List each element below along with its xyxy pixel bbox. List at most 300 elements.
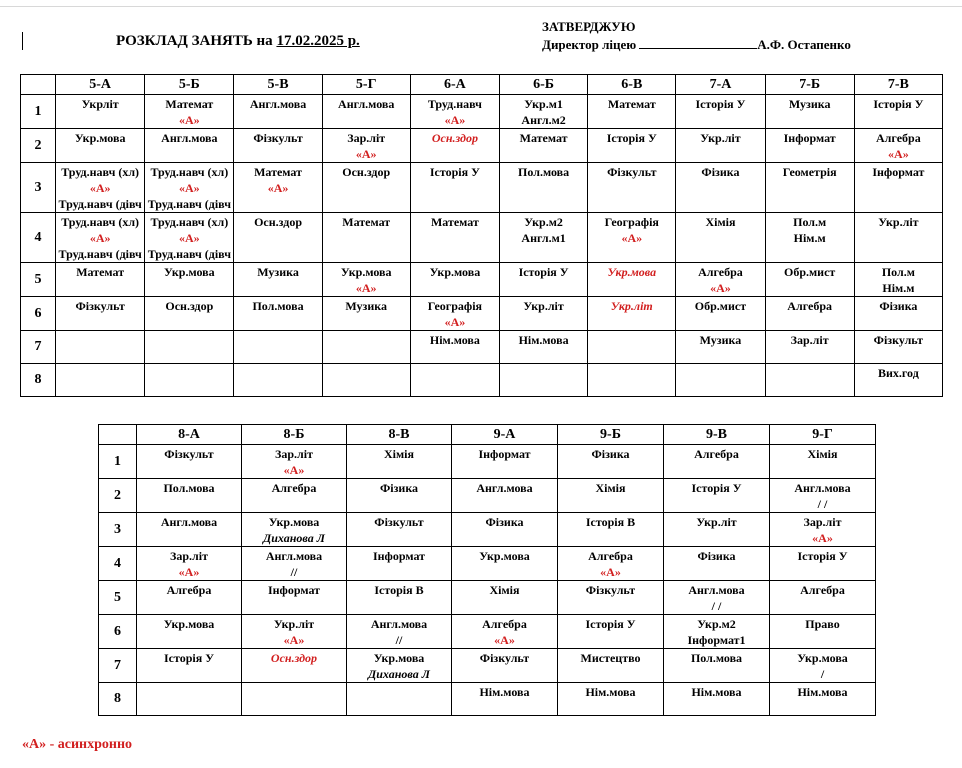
lesson-number: 4 xyxy=(99,547,137,581)
async-marker: «А» xyxy=(812,531,833,545)
lesson-cell xyxy=(558,547,664,581)
class-column-header: 9-А xyxy=(452,425,558,445)
subject-text: Музика xyxy=(257,265,299,279)
subject-text: Геометрія xyxy=(782,165,837,179)
subject-text: Музика xyxy=(699,333,742,347)
subject-text: Англ.м1 xyxy=(521,231,566,245)
lesson-cell xyxy=(234,263,322,297)
lesson-row xyxy=(99,445,876,479)
lesson-cell xyxy=(676,95,765,129)
lesson-cell xyxy=(322,364,410,397)
lesson-cell xyxy=(854,163,942,213)
lesson-number: 7 xyxy=(99,649,137,683)
lesson-cell xyxy=(770,581,876,615)
lesson-cell xyxy=(500,95,588,129)
table-header-row xyxy=(99,425,876,445)
subject-text: Математ xyxy=(254,165,302,179)
subject-text: Математ xyxy=(519,131,568,145)
subject-text: Фізкульт xyxy=(374,515,424,529)
subject-text: Історія В xyxy=(374,583,424,597)
lesson-cell xyxy=(322,95,410,129)
lesson-cell xyxy=(242,547,347,581)
subject-text: / / xyxy=(711,599,722,613)
subject-text: Англ.мова xyxy=(370,617,428,631)
lesson-cell xyxy=(234,95,322,129)
subject-text: Нім.мова xyxy=(479,685,530,699)
subject-text: Нім.мова xyxy=(429,333,480,347)
lesson-cell xyxy=(588,213,676,263)
approval-signature-line xyxy=(542,37,851,53)
lesson-cell xyxy=(137,581,242,615)
lesson-cell xyxy=(452,513,558,547)
lesson-cell xyxy=(676,129,765,163)
class-column-header: 9-В xyxy=(664,425,770,445)
table-header-row xyxy=(21,75,943,95)
subject-text: Зар.літ xyxy=(790,333,829,347)
lesson-cell xyxy=(347,581,452,615)
lesson-cell xyxy=(234,364,322,397)
lesson-number: 3 xyxy=(99,513,137,547)
lesson-cell xyxy=(410,213,499,263)
subject-text: Алгебра xyxy=(482,617,527,631)
lesson-cell xyxy=(765,331,854,364)
subject-text: Укр.мова xyxy=(797,651,848,665)
async-marker: «А» xyxy=(355,281,377,295)
lesson-cell xyxy=(242,513,347,547)
lesson-cell xyxy=(765,213,854,263)
async-marker: «А» xyxy=(89,181,111,195)
lesson-cell xyxy=(558,683,664,716)
lesson-cell xyxy=(56,95,145,129)
subject-text: Укр.мова xyxy=(74,131,126,145)
subject-text: Фізкульт xyxy=(479,651,530,665)
subject-text: Інформат xyxy=(267,583,321,597)
async-marker: «А» xyxy=(179,181,200,195)
lesson-cell xyxy=(56,213,145,263)
subject-text: Труд.навч (хл) xyxy=(61,165,140,179)
lesson-cell xyxy=(234,297,322,331)
approval-name: А.Ф. Остапенко xyxy=(757,37,851,52)
lesson-cell xyxy=(322,297,410,331)
lesson-cell xyxy=(765,129,854,163)
subject-text: Історія У xyxy=(606,131,657,145)
class-column-header: 7-Б xyxy=(765,75,854,95)
class-column-header: 6-А xyxy=(410,75,499,95)
subject-text: Історія У xyxy=(163,651,215,665)
lesson-cell xyxy=(765,263,854,297)
lesson-cell xyxy=(676,163,765,213)
lesson-cell xyxy=(770,479,876,513)
subject-text: Інформат1 xyxy=(687,633,746,647)
lesson-cell xyxy=(322,163,410,213)
subject-text: Фізкульт xyxy=(75,299,125,313)
subject-text: Інформат xyxy=(372,549,426,563)
lesson-cell xyxy=(854,129,942,163)
corner-cell xyxy=(21,75,56,95)
class-column-header: 5-Б xyxy=(145,75,234,95)
class-column-header: 9-Г xyxy=(770,425,876,445)
lesson-cell xyxy=(347,683,452,716)
subject-text: Алгебра xyxy=(787,299,832,313)
lesson-row xyxy=(21,364,943,397)
subject-text: Нім.мова xyxy=(797,685,848,699)
schedule-date: 17.02.2025 р. xyxy=(276,33,360,49)
async-marker: «А» xyxy=(283,633,305,647)
class-column-header: 6-В xyxy=(588,75,676,95)
lesson-row xyxy=(21,129,943,163)
lesson-cell xyxy=(145,331,234,364)
lesson-cell xyxy=(770,513,876,547)
subject-text: Труд.навч (хл) xyxy=(150,215,229,229)
lesson-cell xyxy=(410,331,499,364)
lesson-number: 5 xyxy=(21,263,56,297)
lesson-cell xyxy=(234,213,322,263)
lesson-row xyxy=(21,213,943,263)
async-marker: «А» xyxy=(355,147,377,161)
lesson-row xyxy=(21,331,943,364)
subject-text: Англ.мова xyxy=(160,515,218,529)
async-marker: «А» xyxy=(267,181,289,195)
lesson-cell xyxy=(242,683,347,716)
lesson-cell xyxy=(676,331,765,364)
subject-text: Укр.літ xyxy=(700,131,741,145)
lesson-cell xyxy=(347,547,452,581)
lesson-number: 3 xyxy=(21,163,56,213)
schedule-table-grades-8-9 xyxy=(98,424,876,716)
class-column-header: 5-В xyxy=(234,75,322,95)
lesson-cell xyxy=(770,683,876,716)
lesson-cell xyxy=(765,163,854,213)
legend-async: «А» - асинхронно xyxy=(22,737,133,752)
class-column-header: 6-Б xyxy=(500,75,588,95)
subject-text: Укр.мова xyxy=(268,515,320,529)
subject-text: Укр.мова xyxy=(340,265,392,279)
lesson-cell xyxy=(854,297,942,331)
lesson-cell xyxy=(410,163,499,213)
lesson-cell xyxy=(664,445,770,479)
subject-text: Укр.літ xyxy=(610,299,653,313)
lesson-cell xyxy=(452,581,558,615)
subject-text: Диханова Л xyxy=(263,531,325,545)
subject-text: Англ.мова xyxy=(476,481,533,495)
lesson-cell xyxy=(676,364,765,397)
subject-text: Інформат xyxy=(783,131,836,145)
subject-text: Укр.м2 xyxy=(524,215,563,229)
class-column-header: 7-В xyxy=(854,75,942,95)
signature-blank xyxy=(639,37,757,49)
class-column-header: 8-В xyxy=(347,425,452,445)
subject-text: Математ xyxy=(165,97,214,111)
subject-text: Англ.мова xyxy=(161,131,218,145)
subject-text: Пол.мова xyxy=(252,299,304,313)
subject-text: Хімія xyxy=(705,215,736,229)
lesson-cell xyxy=(137,547,242,581)
lesson-cell xyxy=(452,683,558,716)
lesson-cell xyxy=(558,581,664,615)
schedule-table-grades-5-7 xyxy=(20,74,943,397)
async-marker: «А» xyxy=(179,113,200,127)
lesson-number: 1 xyxy=(99,445,137,479)
lesson-number: 4 xyxy=(21,213,56,263)
subject-text: Право xyxy=(805,617,840,631)
lesson-number: 5 xyxy=(99,581,137,615)
subject-text: Зар.літ xyxy=(803,515,842,529)
lesson-cell xyxy=(137,683,242,716)
async-marker: «А» xyxy=(283,463,305,477)
lesson-cell xyxy=(347,649,452,683)
subject-text: Хімія xyxy=(595,481,626,495)
lesson-cell xyxy=(145,163,234,213)
lesson-cell xyxy=(770,615,876,649)
lesson-cell xyxy=(588,297,676,331)
subject-text: Алгебра xyxy=(800,583,845,597)
subject-text: / xyxy=(820,667,825,681)
lesson-row xyxy=(21,95,943,129)
subject-text: Фізкульт xyxy=(164,447,214,461)
lesson-cell xyxy=(145,129,234,163)
subject-text: Укр.м1 xyxy=(524,97,563,111)
lesson-cell xyxy=(765,297,854,331)
class-column-header: 8-А xyxy=(137,425,242,445)
lesson-cell xyxy=(322,263,410,297)
subject-text: Укр.м2 xyxy=(697,617,736,631)
lesson-cell xyxy=(137,445,242,479)
lesson-cell xyxy=(410,263,499,297)
class-column-header: 9-Б xyxy=(558,425,664,445)
lesson-number: 2 xyxy=(21,129,56,163)
subject-text: Історія У xyxy=(585,617,636,631)
subject-text: Фізика xyxy=(379,481,419,495)
subject-text: Укр.мова xyxy=(479,549,530,563)
subject-text: Обр.мист xyxy=(783,265,836,279)
subject-text: Музика xyxy=(788,97,831,111)
lesson-number: 6 xyxy=(99,615,137,649)
subject-text: Труд.навч (дівч xyxy=(58,247,142,261)
lesson-cell xyxy=(854,364,942,397)
subject-text: Труд.навч (дівч xyxy=(147,247,231,261)
lesson-cell xyxy=(765,364,854,397)
lesson-cell xyxy=(242,581,347,615)
subject-text: Історія У xyxy=(518,265,569,279)
subject-text: Укр.літ xyxy=(696,515,737,529)
approval-role: Директор ліцею xyxy=(542,37,637,52)
lesson-cell xyxy=(558,649,664,683)
subject-text: Укр.літ xyxy=(273,617,315,631)
lesson-cell xyxy=(410,297,499,331)
subject-text: Труд.навч xyxy=(427,97,482,111)
lesson-number: 1 xyxy=(21,95,56,129)
subject-text: Труд.навч (хл) xyxy=(150,165,229,179)
lesson-cell xyxy=(322,331,410,364)
subject-text: Історія У xyxy=(691,481,742,495)
lesson-cell xyxy=(676,213,765,263)
subject-text: Англ.мова xyxy=(688,583,745,597)
subject-text: Укр.мова xyxy=(429,265,481,279)
lesson-number: 7 xyxy=(21,331,56,364)
lesson-cell xyxy=(452,649,558,683)
lesson-cell xyxy=(56,331,145,364)
lesson-cell xyxy=(558,479,664,513)
lesson-cell xyxy=(452,445,558,479)
lesson-cell xyxy=(854,263,942,297)
subject-text: Англ.мова xyxy=(794,481,851,495)
top-divider xyxy=(0,6,962,7)
subject-text: Англ.м2 xyxy=(521,113,566,127)
lesson-cell xyxy=(558,615,664,649)
async-marker: «А» xyxy=(178,565,200,579)
subject-text: Алгебра xyxy=(588,549,633,563)
lesson-cell xyxy=(588,364,676,397)
lesson-cell xyxy=(765,95,854,129)
lesson-cell xyxy=(137,615,242,649)
lesson-cell xyxy=(242,615,347,649)
subject-text: Укр.мова xyxy=(163,617,215,631)
lesson-cell xyxy=(322,129,410,163)
lesson-cell xyxy=(347,615,452,649)
lesson-cell xyxy=(664,615,770,649)
async-marker: «А» xyxy=(888,147,909,161)
subject-text: Нім.м xyxy=(882,281,915,295)
lesson-cell xyxy=(145,213,234,263)
subject-text: Пол.мова xyxy=(518,165,570,179)
subject-text: Історія У xyxy=(695,97,746,111)
lesson-cell xyxy=(664,513,770,547)
lesson-cell xyxy=(664,479,770,513)
lesson-row xyxy=(99,615,876,649)
lesson-row xyxy=(99,649,876,683)
lesson-cell xyxy=(770,649,876,683)
lesson-cell xyxy=(558,445,664,479)
lesson-cell xyxy=(322,213,410,263)
subject-text: Укр.літ xyxy=(878,215,919,229)
async-marker: «А» xyxy=(444,315,466,329)
lesson-number: 2 xyxy=(99,479,137,513)
subject-text: Мистецтво xyxy=(580,651,641,665)
text-cursor xyxy=(22,32,23,50)
lesson-cell xyxy=(452,547,558,581)
subject-text: Англ.мова xyxy=(265,549,323,563)
subject-text: Математ xyxy=(607,97,656,111)
lesson-cell xyxy=(452,479,558,513)
subject-text: Історія У xyxy=(429,165,480,179)
lesson-number: 6 xyxy=(21,297,56,331)
lesson-cell xyxy=(56,163,145,213)
async-marker: «А» xyxy=(179,231,200,245)
subject-text: Хімія xyxy=(807,447,838,461)
lesson-cell xyxy=(242,649,347,683)
lesson-number: 8 xyxy=(21,364,56,397)
lesson-cell xyxy=(137,479,242,513)
lesson-cell xyxy=(234,129,322,163)
class-column-header: 8-Б xyxy=(242,425,347,445)
subject-text: Алгебра xyxy=(166,583,212,597)
lesson-row xyxy=(21,297,943,331)
lesson-cell xyxy=(410,95,499,129)
lesson-cell xyxy=(500,163,588,213)
subject-text: Нім.мова xyxy=(585,685,636,699)
title-prefix: РОЗКЛАД ЗАНЯТЬ на xyxy=(116,33,277,49)
class-column-header: 5-А xyxy=(56,75,145,95)
lesson-cell xyxy=(664,547,770,581)
lesson-row xyxy=(21,263,943,297)
subject-text: Нім.м xyxy=(793,231,826,245)
subject-text: Хімія xyxy=(384,447,414,461)
lesson-cell xyxy=(347,513,452,547)
lesson-cell xyxy=(854,331,942,364)
lesson-cell xyxy=(347,479,452,513)
subject-text: Укр.мова xyxy=(607,265,657,279)
lesson-cell xyxy=(588,95,676,129)
subject-text: Математ xyxy=(342,215,391,229)
lesson-cell xyxy=(676,297,765,331)
subject-text: Алгебра xyxy=(271,481,317,495)
lesson-cell xyxy=(664,649,770,683)
subject-text: Фізика xyxy=(697,549,736,563)
lesson-cell xyxy=(410,129,499,163)
lesson-cell xyxy=(56,297,145,331)
subject-text: Вих.год xyxy=(877,366,919,380)
lesson-cell xyxy=(234,331,322,364)
async-marker: «А» xyxy=(494,633,515,647)
subject-text: Інформат xyxy=(872,165,925,179)
subject-text: Фізкульт xyxy=(585,583,636,597)
lesson-cell xyxy=(137,513,242,547)
subject-text: Осн.здор xyxy=(165,299,214,313)
subject-text: Укр.мова xyxy=(373,651,425,665)
async-marker: «А» xyxy=(600,565,621,579)
async-marker: «А» xyxy=(621,231,643,245)
lesson-cell xyxy=(145,95,234,129)
lesson-cell xyxy=(588,163,676,213)
lesson-cell xyxy=(588,331,676,364)
lesson-row xyxy=(99,479,876,513)
lesson-cell xyxy=(410,364,499,397)
lesson-cell xyxy=(500,364,588,397)
subject-text: Труд.навч (дівч xyxy=(147,197,231,211)
lesson-cell xyxy=(56,129,145,163)
lesson-cell xyxy=(145,364,234,397)
subject-text: Географія xyxy=(427,299,483,313)
subject-text: Історія В xyxy=(585,515,636,529)
lesson-cell xyxy=(588,263,676,297)
lesson-cell xyxy=(500,263,588,297)
subject-text: Фізика xyxy=(701,165,740,179)
subject-text: Фізика xyxy=(591,447,630,461)
subject-text: Алгебра xyxy=(694,447,739,461)
subject-text: Укр.мова xyxy=(164,265,215,279)
subject-text: Пол.м xyxy=(881,265,915,279)
page-title xyxy=(116,33,360,50)
lesson-number: 8 xyxy=(99,683,137,716)
lesson-cell xyxy=(347,445,452,479)
subject-text: Пол.мова xyxy=(163,481,215,495)
subject-text: Фізкульт xyxy=(607,165,657,179)
lesson-row xyxy=(99,683,876,716)
subject-text: Осн.здор xyxy=(342,165,391,179)
subject-text: Укрліт xyxy=(81,97,119,111)
lesson-cell xyxy=(770,445,876,479)
lesson-cell xyxy=(588,129,676,163)
subject-text: / / xyxy=(817,497,828,511)
subject-text: Нім.мова xyxy=(691,685,742,699)
subject-text: Нім.мова xyxy=(518,333,569,347)
subject-text: Англ.мова xyxy=(338,97,395,111)
subject-text: Математ xyxy=(430,215,479,229)
lesson-cell xyxy=(770,547,876,581)
subject-text: Алгебра xyxy=(876,131,921,145)
lesson-cell xyxy=(242,445,347,479)
corner-cell xyxy=(99,425,137,445)
